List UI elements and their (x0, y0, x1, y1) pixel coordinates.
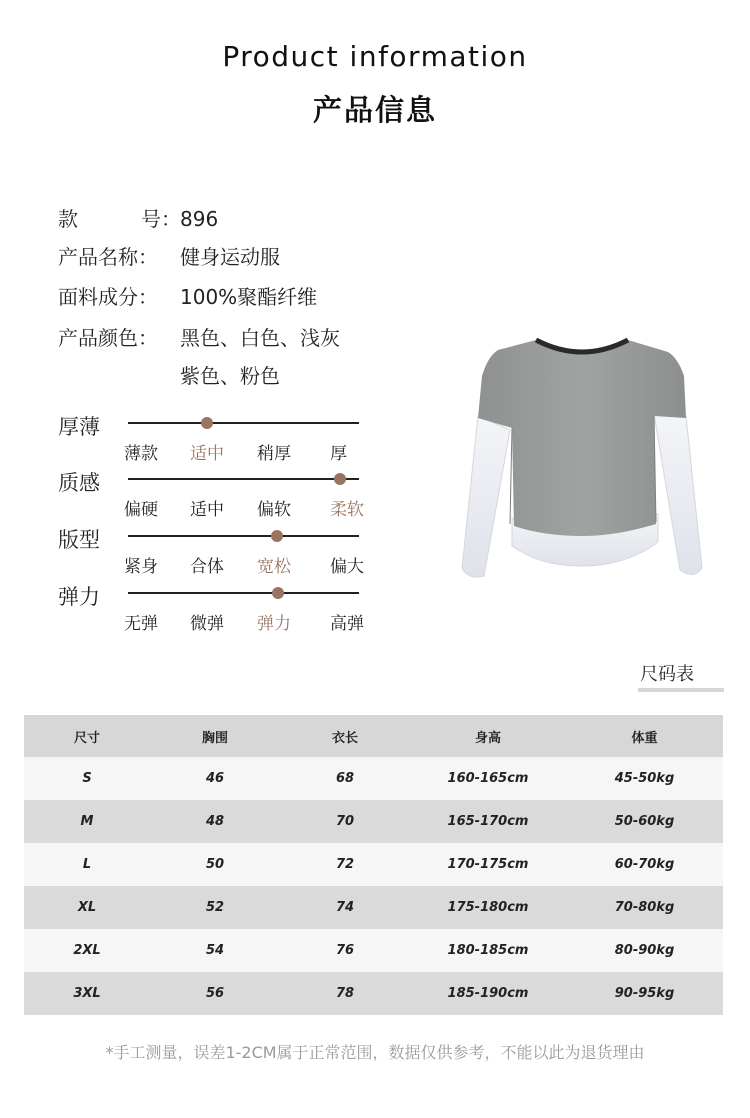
size-chart-cell: 68 (280, 757, 410, 800)
size-chart-row (24, 843, 723, 886)
size-chart-cell: M (24, 800, 150, 843)
spec-value: 健身运动服 (180, 245, 280, 269)
size-chart-underline (638, 688, 724, 692)
size-chart-cell: 170-175cm (410, 843, 566, 886)
header-size: 尺寸 (24, 715, 150, 757)
attribute-option: 适中 (190, 500, 224, 520)
size-chart-cell: 45-50kg (566, 757, 723, 800)
size-chart-cell: 52 (150, 886, 280, 929)
measurement-footnote: *手工测量，误差1-2CM属于正常范围，数据仅供参考，不能以此为退货理由 (105, 1043, 645, 1062)
attribute-option: 高弹 (330, 614, 364, 634)
attribute-scale-line (128, 592, 359, 594)
spec-label: 款 (58, 207, 78, 231)
size-chart-cell: S (24, 757, 150, 800)
size-chart-table (24, 715, 723, 1015)
size-chart-cell: 165-170cm (410, 800, 566, 843)
spec-colors-continued: 紫色、粉色 (180, 364, 280, 388)
spec-label: 产品颜色： (58, 326, 158, 350)
attribute-title: 弹力 (58, 585, 100, 609)
size-chart-cell: 180-185cm (410, 929, 566, 972)
size-chart-row (24, 972, 723, 1015)
attribute-option: 厚 (330, 444, 347, 464)
size-chart-row (24, 757, 723, 800)
size-chart-cell: 3XL (24, 972, 150, 1015)
header-height: 身高 (410, 715, 566, 757)
spec-colors (58, 322, 340, 351)
size-chart-cell: 46 (150, 757, 280, 800)
size-chart-cell: 74 (280, 886, 410, 929)
size-chart-row (24, 800, 723, 843)
spec-value: 黑色、白色、浅灰 (180, 326, 340, 350)
size-chart-cell: 90-95kg (566, 972, 723, 1015)
product-shirt-image (440, 318, 730, 598)
size-chart-cell: 70 (280, 800, 410, 843)
attribute-option: 弹力 (257, 614, 291, 634)
size-chart-cell: 2XL (24, 929, 150, 972)
size-chart-cell: 60-70kg (566, 843, 723, 886)
attribute-option: 偏硬 (124, 500, 158, 520)
attribute-option: 宽松 (257, 557, 291, 577)
attribute-scale-line (128, 535, 359, 537)
header-length: 衣长 (280, 715, 410, 757)
size-chart-cell: 54 (150, 929, 280, 972)
size-chart-cell: 78 (280, 972, 410, 1015)
attribute-title: 版型 (58, 528, 100, 552)
attribute-option: 偏大 (330, 557, 364, 577)
attribute-option: 微弹 (190, 614, 224, 634)
title-chinese: 产品信息 (312, 93, 437, 127)
attribute-title: 质感 (58, 471, 100, 495)
title-english: Product information (222, 40, 528, 73)
attribute-option: 合体 (190, 557, 224, 577)
spec-product-name (58, 241, 280, 270)
attribute-scale-line (128, 478, 359, 480)
attribute-scale-line (128, 422, 359, 424)
size-chart-cell: 48 (150, 800, 280, 843)
size-chart-cell: 80-90kg (566, 929, 723, 972)
spec-label: 产品名称： (58, 245, 158, 269)
size-chart-cell: 50-60kg (566, 800, 723, 843)
size-chart-cell: 50 (150, 843, 280, 886)
size-chart-cell: 56 (150, 972, 280, 1015)
size-chart-cell: XL (24, 886, 150, 929)
spec-value: 896 (180, 207, 219, 231)
attribute-option: 适中 (190, 444, 224, 464)
size-chart-cell: 76 (280, 929, 410, 972)
spec-label: 面料成分： (58, 285, 158, 309)
attribute-option: 无弹 (124, 614, 158, 634)
size-chart-cell: L (24, 843, 150, 886)
size-chart-header-row (24, 715, 723, 757)
spec-label: 号： (141, 207, 181, 231)
attribute-title: 厚薄 (58, 415, 100, 439)
size-chart-cell: 185-190cm (410, 972, 566, 1015)
size-chart-cell: 72 (280, 843, 410, 886)
spec-fabric (58, 281, 317, 310)
size-chart-row (24, 929, 723, 972)
size-chart-cell: 160-165cm (410, 757, 566, 800)
attribute-marker (201, 417, 213, 429)
attribute-option: 柔软 (330, 500, 364, 520)
attribute-option: 稍厚 (257, 444, 291, 464)
size-chart-cell: 175-180cm (410, 886, 566, 929)
header-weight: 体重 (566, 715, 723, 757)
attribute-option: 薄款 (124, 444, 158, 464)
attribute-marker (272, 587, 284, 599)
attribute-option: 紧身 (124, 557, 158, 577)
spec-value: 100%聚酯纤维 (180, 285, 318, 309)
spec-style-number (58, 203, 218, 232)
attribute-marker (271, 530, 283, 542)
attribute-option: 偏软 (257, 500, 291, 520)
size-chart-cell: 70-80kg (566, 886, 723, 929)
size-chart-label: 尺码表 (640, 664, 694, 685)
size-chart-row (24, 886, 723, 929)
header-chest: 胸围 (150, 715, 280, 757)
attribute-marker (334, 473, 346, 485)
